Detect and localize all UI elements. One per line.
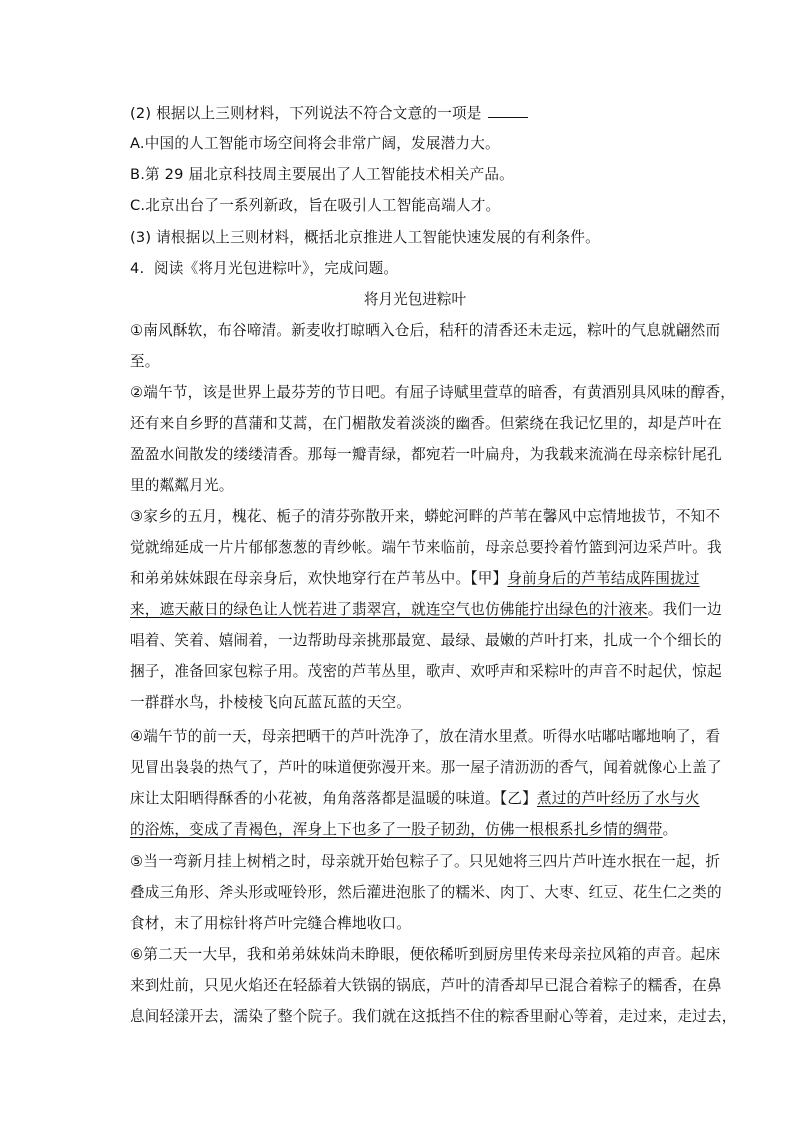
marker-yi: 【乙】 [499,790,537,807]
paragraph-2-line-2: 还有来自乡野的菖蒲和艾蒿，在门楣散发着淡淡的幽香。但萦绕在我记忆里的，却是芦叶在 [130,415,722,432]
question-4: 4. 阅读《将月光包进粽叶》，完成问题。 [130,260,399,277]
paragraph-2-line-4: 里的粼粼月光。 [130,477,234,494]
option-c: C.北京出台了一系列新政，旨在吸引人工智能高端人才。 [130,197,501,214]
underlined-sentence-jia-part-1: 身前身后的芦苇结成阵围拢过 [507,570,700,587]
paragraph-3-line-4 [130,600,722,620]
question-2-stem [130,103,700,124]
paragraph-4-text: 床让太阳晒得酥香的小花被，角角落落都是温暖的味道。 [130,790,500,807]
paragraph-3-text: 和弟弟妹妹跟在母亲身后，欢快地穿行在芦苇丛中。 [130,570,471,587]
paragraph-5-line-3: 食材，末了用棕针将芦叶完缝合榫地收口。 [130,915,412,932]
paragraph-4-line-1: ④端午节的前一天，母亲把晒干的芦叶洗净了，放在清水里煮。听得水咕嘟咕嘟地响了，看 [130,728,721,745]
paragraph-1-line-2: 至。 [130,353,160,370]
paragraph-6-line-2: 来到灶前，只见火焰还在轻舔着大铁锅的锅底，芦叶的清香却早已混合着粽子的糯香，在鼻 [130,977,722,994]
paragraph-2-line-3: 盈盈水间散发的缕缕清香。那每一瓣青绿，都宛若一叶扁舟，为我载来流淌在母亲棕针尾孔 [130,446,722,463]
paragraph-5-line-1: ⑤当一弯新月挂上树梢之时，母亲就开始包粽子了。只见她将三四片芦叶连水抿在一起，折 [130,853,721,870]
paragraph-3-line-1: ③家乡的五月，槐花、栀子的清芬弥散开来，蟒蛇河畔的芦苇在馨风中忘情地拔节，不知不 [130,508,721,525]
answer-blank[interactable] [488,103,528,118]
paragraph-4-line-4 [130,820,700,840]
paragraph-6-line-3: 息间轻漾开去，濡染了整个院子。我们就在这抵挡不住的粽香里耐心等着，走过来，走过去， [130,1008,737,1025]
article-title: 将月光包进粽叶 [363,291,467,308]
paragraph-2-line-1: ②端午节，该是世界上最芬芳的节日吧。有屈子诗赋里萱草的暗香，有黄酒别具风味的醇香， [130,384,736,401]
option-a: A.中国的人工智能市场空间将会非常广阔，发展潜力大。 [130,135,500,152]
paragraph-4-line-3 [130,789,700,809]
paragraph-4-text-continued: 。 [662,821,678,838]
paragraph-3-line-7: 一群群水鸟，扑棱棱飞向瓦蓝瓦蓝的天空。 [130,694,412,711]
underlined-sentence-jia-part-2: 来，遮天蔽日的绿色让人恍若进了翡翠宫，就连空气也仿佛能拧出绿色的汁液来 [130,601,648,618]
paragraph-1-line-1: ①南风酥软，布谷啼清。新麦收打晾晒入仓后，秸秆的清香还未走远，粽叶的气息就翩然而 [130,322,721,339]
paragraph-3-text-continued: 。我们一边 [647,601,722,618]
paragraph-4-line-2: 见冒出袅袅的热气了，芦叶的味道便弥漫开来。那一屋子清沥沥的香气，闻着就像心上盖了 [130,759,722,776]
paragraph-6-line-1: ⑥第二天一大早，我和弟弟妹妹尚未睁眼，便依稀听到厨房里传来母亲拉风箱的声音。起床 [130,946,721,963]
paragraph-5-line-2: 叠成三角形、斧头形或哑铃形，然后灌进泡胀了的糯米、肉丁、大枣、红豆、花生仁之类的 [130,884,722,901]
underlined-sentence-yi-part-1: 煮过的芦叶经历了水与火 [536,790,700,807]
marker-jia: 【甲】 [470,570,508,587]
paragraph-3-line-6: 捆子，准备回家包粽子用。茂密的芦苇丛里，歌声、欢呼声和采粽叶的声音不时起伏，惊起 [130,663,722,680]
underlined-sentence-yi-part-2: 的浴炼，变成了青褐色，浑身上下也多了一股子韧劲，仿佛一根根系扎乡情的绸带 [130,821,663,838]
question-3: (3) 请根据以上三则材料，概括北京推进人工智能快速发展的有利条件。 [130,229,600,246]
paragraph-3-line-5: 唱着、笑着、嬉闹着，一边帮助母亲挑那最宽、最绿、最嫩的芦叶打来，扎成一个个细长的 [130,632,722,649]
question-2-text: (2) 根据以上三则材料，下列说法不符合文意的一项是 [130,105,482,122]
option-b: B.第 29 届北京科技周主要展出了人工智能技术相关产品。 [130,166,514,183]
paragraph-3-line-3 [130,569,700,589]
paragraph-3-line-2: 觉就绵延成一片片郁郁葱葱的青纱帐。端午节来临前，母亲总要拎着竹篮到河边采芦叶。我 [130,539,722,556]
